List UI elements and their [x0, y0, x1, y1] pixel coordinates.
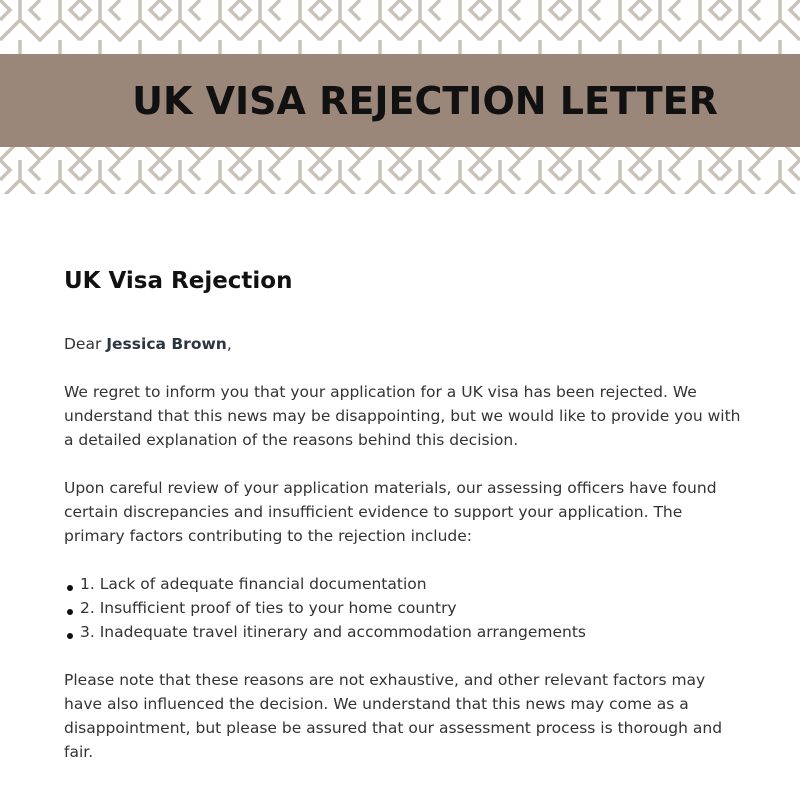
salutation	[64, 332, 744, 356]
salutation-suffix: ,	[226, 335, 232, 353]
paragraph-note: Please note that these reasons are not exhaustive, and other relevant factors may have also influenced the decision. We understand that this news may come as a disappointment, but please be assured that our assessment process is thorough and fair.	[64, 671, 723, 761]
bullet-icon	[67, 609, 73, 615]
list-item	[64, 620, 744, 644]
letter-body	[64, 268, 744, 788]
header	[0, 0, 800, 194]
title-banner	[0, 54, 800, 147]
reason-text: 3. Inadequate travel itinerary and accommodation arrangements	[80, 623, 586, 641]
list-item	[64, 596, 744, 620]
bullet-icon	[67, 633, 73, 639]
paragraph-review: Upon careful review of your application materials, our assessing officers have found certain discrepancies and insufficient evidence to support your application. The primary factors contributing to the rejection include:	[64, 479, 717, 545]
list-item	[64, 572, 744, 596]
document-title: UK VISA REJECTION LETTER	[132, 78, 718, 123]
reason-text: 2. Insufficient proof of ties to your home country	[80, 599, 457, 617]
letter-heading: UK Visa Rejection	[64, 268, 293, 294]
salutation-prefix: Dear	[64, 335, 107, 353]
recipient-name: Jessica Brown	[106, 335, 227, 353]
bullet-icon	[67, 585, 73, 591]
rejection-reasons-list	[64, 572, 744, 644]
reason-text: 1. Lack of adequate financial documentation	[80, 575, 427, 593]
paragraph-intro: We regret to inform you that your application for a UK visa has been rejected. We understand that this news may be disappointing, but we would like to provide you with a detailed explanation of the reasons behind this decision.	[64, 383, 741, 449]
